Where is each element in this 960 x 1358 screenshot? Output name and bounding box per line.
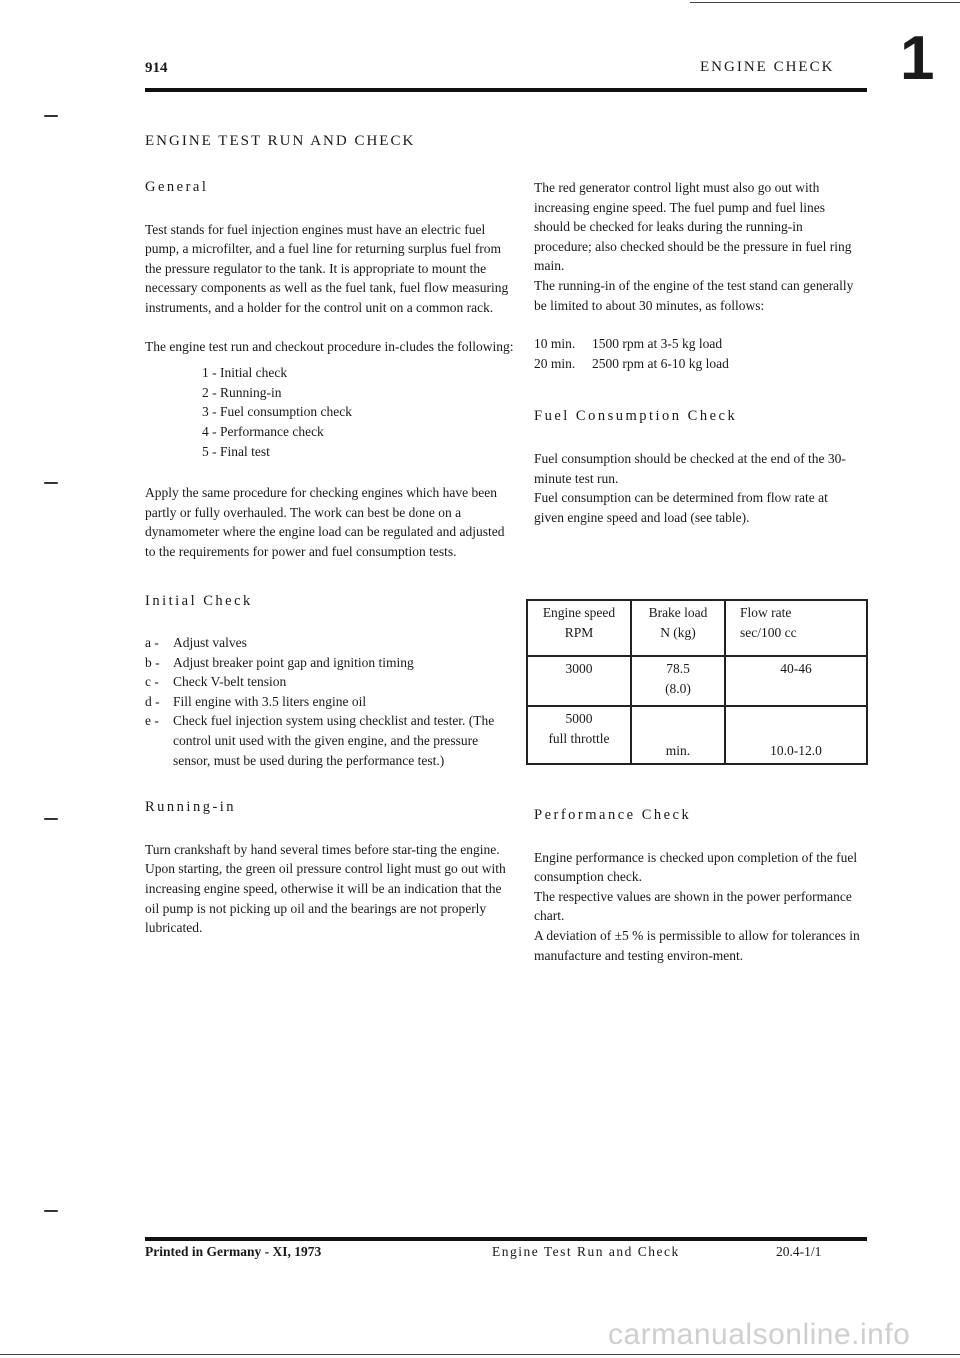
general-paragraph-2: The engine test run and checkout procedure in-cludes the following: <box>145 338 514 354</box>
watermark: carmanualsonline.info <box>608 1318 911 1351</box>
schedule-time: 10 min. <box>534 336 576 352</box>
left-column <box>145 178 517 957</box>
page-code: 20.4-1/1 <box>776 1244 822 1259</box>
fuel-consumption-heading: Fuel Consumption Check <box>534 408 738 425</box>
margin-tick <box>44 482 58 484</box>
running-paragraph-2: The running-in of the engine of the test stand can generally be limited to about 30 minutes, as follows: <box>534 277 854 313</box>
table-cell <box>631 656 725 706</box>
item-marker: b - <box>145 654 160 670</box>
table-cell: 40-46 <box>725 656 867 706</box>
header-unit: sec/100 cc <box>740 624 797 640</box>
header-unit: RPM <box>564 624 594 640</box>
schedule-desc: 1500 rpm at 3-5 kg load <box>592 336 723 352</box>
check-item <box>145 711 517 770</box>
procedure-step: 3 - Fuel consumption check <box>202 404 352 420</box>
item-text: Fill engine with 3.5 liters engine oil <box>173 693 367 709</box>
procedure-step: 4 - Performance check <box>202 423 324 439</box>
printed-note: Printed in Germany - XI, 1973 <box>145 1244 322 1259</box>
schedule-desc: 2500 rpm at 6-10 kg load <box>592 355 729 371</box>
performance-paragraph-1: Engine performance is checked upon completion of the fuel consumption check. <box>534 849 858 885</box>
fuel-paragraph-2: Fuel consumption can be determined from flow rate at given engine speed and load (see table). <box>534 490 828 525</box>
table-row <box>527 706 867 764</box>
initial-check-list <box>145 633 517 770</box>
item-marker: e - <box>145 713 159 729</box>
cell-value: min. <box>665 743 691 759</box>
initial-check-heading: Initial Check <box>145 592 253 609</box>
cell-value: 10.0-12.0 <box>770 743 822 759</box>
section-title: ENGINE CHECK <box>700 59 835 75</box>
header-text: Flow rate <box>740 605 792 620</box>
cell-value: 5000 <box>565 711 593 726</box>
table-header-cell <box>631 600 725 656</box>
table-header-cell <box>527 600 631 656</box>
top-edge-line <box>690 2 960 3</box>
item-marker: a - <box>145 635 159 651</box>
check-item <box>145 692 517 712</box>
footer-rule <box>145 1237 867 1241</box>
flow-rate-table <box>526 599 868 765</box>
running-in-paragraph: Turn crankshaft by hand several times before star-ting the engine. Upon starting, the green oil pressure control light must go out with increasing engine speed, otherwise it will be an indication that the oil pump is not picking up oil and the bearings are not properly lubricated. <box>145 841 506 936</box>
header-text: Brake load <box>648 605 708 620</box>
table-cell <box>725 706 867 764</box>
schedule-row <box>534 354 860 374</box>
item-text: Adjust valves <box>173 635 247 651</box>
bottom-edge-line <box>0 1354 960 1355</box>
cell-value: (8.0) <box>665 680 691 696</box>
item-text: Adjust breaker point gap and ignition timing <box>173 654 414 670</box>
cell-value: full throttle <box>548 730 610 746</box>
check-item <box>145 633 517 653</box>
general-paragraph-1: Test stands for fuel injection engines must have an electric fuel pump, a microfilter, and a fuel line for returning surplus fuel from the pressure regulator to the tank. It is appropriate to mount the necessary components as well as the fuel tank, fuel flow measuring instruments, and a holder for the control unit on a common rack. <box>145 221 509 315</box>
right-column <box>534 178 860 546</box>
item-marker: c - <box>145 674 159 690</box>
margin-tick <box>44 818 58 820</box>
performance-paragraph-2: The respective values are shown in the power performance chart. <box>534 888 852 924</box>
procedure-step: 5 - Final test <box>202 443 270 459</box>
page-title: ENGINE TEST RUN AND CHECK <box>145 133 416 149</box>
margin-tick <box>44 1210 58 1212</box>
schedule-time: 20 min. <box>534 355 576 371</box>
item-text: Check fuel injection system using checklist and tester. (The control unit used with the given engine, and the pressure sensor, must be used during the performance test.) <box>173 713 495 768</box>
item-marker: d - <box>145 693 160 709</box>
footer-title: Engine Test Run and Check <box>492 1244 680 1259</box>
general-paragraph-3: Apply the same procedure for checking engines which have been partly or fully overhauled. The work can best be done on a dynamometer where the engine load can be regulated and adjusted to the requirements for power and fuel consumption tests. <box>145 485 505 559</box>
performance-section <box>534 806 860 984</box>
check-item <box>145 672 517 692</box>
schedule-row <box>534 334 860 354</box>
item-text: Check V-belt tension <box>173 674 287 690</box>
fuel-paragraph-1: Fuel consumption should be checked at the end of the 30-minute test run. <box>534 450 846 486</box>
header-text: Engine speed <box>542 605 616 620</box>
procedure-list <box>145 363 517 461</box>
procedure-step: 1 - Initial check <box>202 365 288 381</box>
performance-paragraph-3: A deviation of ±5 % is permissible to allow for tolerances in manufacture and testing environ-ment. <box>534 927 860 963</box>
table-cell: 3000 <box>527 656 631 706</box>
header-rule <box>145 88 867 92</box>
table-header-row <box>527 600 867 656</box>
procedure-step: 2 - Running-in <box>202 384 282 400</box>
margin-tick <box>44 115 58 117</box>
performance-heading: Performance Check <box>534 807 692 823</box>
running-in-heading: Running-in <box>145 799 237 816</box>
table-cell <box>527 706 631 764</box>
header-unit: N (kg) <box>660 624 696 640</box>
cell-value: 78.5 <box>666 661 690 676</box>
general-heading: General <box>145 179 209 195</box>
section-number: 1 <box>900 24 935 93</box>
table-cell <box>631 706 725 764</box>
check-item <box>145 653 517 673</box>
table-header-cell <box>725 600 867 656</box>
model-number: 914 <box>145 60 168 76</box>
running-paragraph-1: The red generator control light must also go out with increasing engine speed. The fuel pump and fuel lines should be checked for leaks during the running-in procedure; also checked should be the pressure in fuel ring main. <box>534 180 852 274</box>
table-row <box>527 656 867 706</box>
